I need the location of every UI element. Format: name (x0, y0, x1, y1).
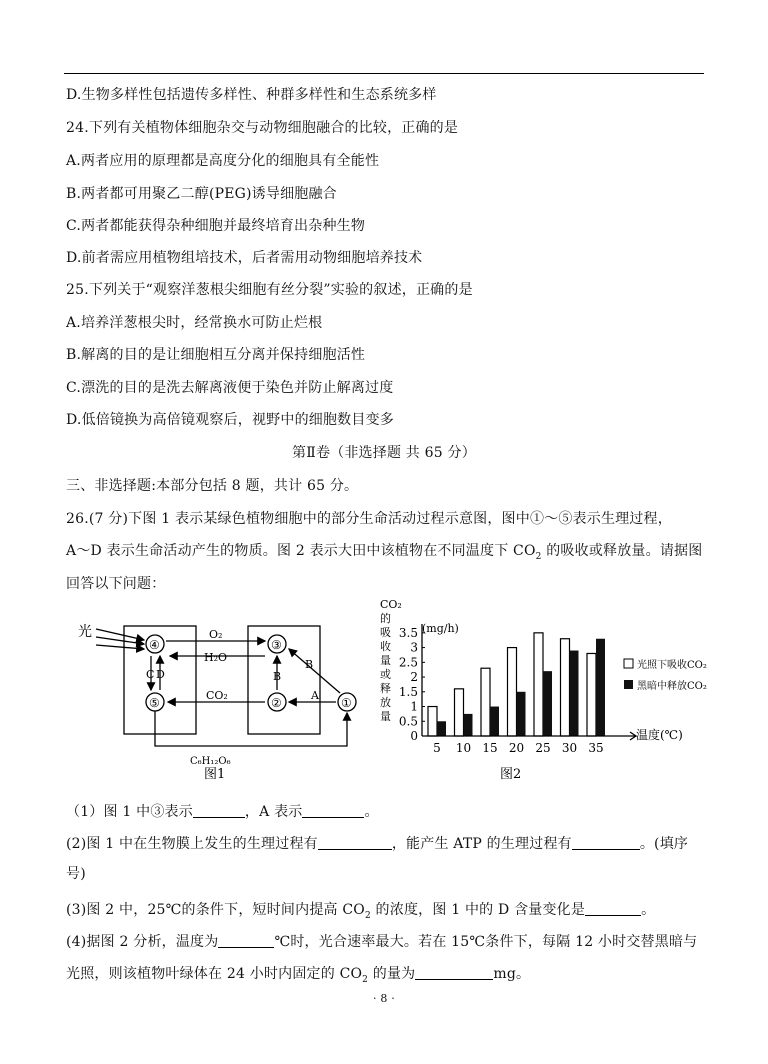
header-rule (64, 73, 704, 74)
y-tick-label: 0 (410, 729, 418, 743)
bar-light-20 (508, 648, 517, 736)
bar-light-25 (534, 633, 543, 736)
question-26-line1: 26.(7 分)下图 1 表示某绿色植物细胞中的部分生命活动过程示意图，图中①～⑤表示生理过程， (66, 511, 672, 527)
x-tick-label: 25 (535, 741, 551, 755)
bar-light-15 (481, 668, 490, 736)
legend-swatch-dark (624, 680, 633, 689)
legend-swatch-light (624, 659, 633, 668)
figure-2-chart (374, 596, 744, 786)
answer-blank-2b[interactable] (572, 835, 640, 850)
x-tick-label: 30 (561, 741, 578, 755)
node-3: ③ (271, 638, 282, 652)
bar-dark-15 (490, 707, 499, 736)
figure-1-diagram (74, 606, 374, 782)
option-b-q24: B.两者都可用聚乙二醇(PEG)诱导细胞融合 (66, 186, 337, 202)
bar-dark-20 (517, 692, 526, 736)
bar-light-35 (587, 653, 596, 736)
y-title-char: 量 (380, 654, 391, 667)
co2-label: CO₂ (206, 689, 228, 702)
bar-dark-5 (437, 721, 446, 736)
y-tick-label: 1.5 (398, 684, 418, 699)
c-label: C (146, 668, 155, 681)
y-title-char: 量 (380, 710, 391, 723)
y-title-char: 放 (380, 696, 391, 709)
y-title-char: 释 (380, 682, 391, 695)
question-26-line3: 回答以下问题： (66, 576, 166, 592)
answer-blank-1b[interactable] (302, 803, 364, 818)
figure-1-caption: 图1 (204, 767, 226, 782)
y-title-char: 吸 (380, 626, 391, 639)
y-tick-label: 0.5 (398, 714, 418, 729)
o2-label: O₂ (209, 628, 223, 641)
subquestion-4-cont: 光照，则该植物叶绿体在 24 小时内固定的 $CO_2$ 的量为 mg。 (66, 966, 531, 985)
light-label: 光 (78, 624, 92, 640)
node-4: ④ (149, 638, 160, 652)
option-d-q24: D.前者需应用植物组培技术，后者需用动物细胞培养技术 (66, 250, 423, 266)
y-title-char: 收 (380, 640, 391, 653)
x-axis-arrow (609, 732, 636, 740)
question-25: 25.下列关于“观察洋葱根尖细胞有丝分裂”实验的叙述，正确的是 (66, 282, 473, 298)
subquestion-2: (2)图 1 中在生物膜上发生的生理过程有 ，能产生 ATP 的生理过程有 。(填序 (66, 836, 689, 852)
option-a-q25: A.培养洋葱根尖时，经常换水可防止烂根 (66, 315, 323, 331)
subquestion-3: (3)图 2 中，25℃的条件下，短时间内提高 $CO_2$ 的浓度，图 1 中的 D 含量变化是 。 (66, 902, 656, 921)
figure-2-caption: 图2 (500, 767, 522, 782)
bar-light-30 (561, 639, 570, 736)
answer-blank-2a[interactable] (318, 835, 392, 850)
y-tick-label: 2 (410, 670, 418, 685)
a-label: A (311, 689, 319, 702)
legend-light-label: 光照下吸收CO₂ (637, 660, 707, 671)
option-c-q25: C.漂洗的目的是洗去解离液便于染色并防止解离过度 (66, 380, 394, 396)
x-tick-label: 35 (588, 741, 604, 755)
option-a-q24: A.两者应用的原理都是高度分化的细胞具有全能性 (66, 153, 380, 169)
answer-blank-1a[interactable] (193, 803, 245, 818)
bar-dark-30 (570, 651, 579, 736)
node-2: ② (271, 696, 282, 710)
node-1: ① (341, 696, 352, 710)
x-tick-label: 10 (455, 741, 472, 755)
bar-light-10 (455, 689, 464, 736)
x-tick-label: 20 (508, 741, 525, 755)
answer-blank-3[interactable] (585, 901, 641, 916)
option-d-q25: D.低倍镜换为高倍镜观察后，视野中的细胞数目变多 (66, 412, 394, 428)
y-title-char: 或 (380, 668, 391, 681)
y-tick-label: 3.5 (398, 625, 418, 640)
x-axis-title: 温度(℃) (636, 728, 683, 742)
subquestion-2-cont: 号) (66, 866, 86, 882)
b-label-left: B (273, 670, 282, 683)
option-d-q23: D.生物多样性包括遗传多样性、种群多样性和生态系统多样 (66, 87, 437, 103)
bar-dark-35 (596, 639, 605, 736)
answer-blank-4a[interactable] (218, 933, 274, 948)
h2o-label: H₂O (204, 651, 228, 664)
section-title: 第Ⅱ卷（非选择题 共 65 分） (292, 445, 476, 461)
x-tick-label: 15 (482, 741, 498, 755)
y-title-char: 的 (380, 612, 391, 625)
option-b-q25: B.解离的目的是让细胞相互分离并保持细胞活性 (66, 347, 366, 363)
b-label-right: B (305, 658, 314, 671)
glucose-label: C₆H₁₂O₆ (190, 756, 231, 767)
option-c-q24: C.两者都能获得杂种细胞并最终培育出杂种生物 (66, 218, 366, 234)
section-intro: 三、非选择题:本部分包括 8 题，共计 65 分。 (66, 478, 359, 494)
bar-dark-10 (464, 714, 473, 736)
subquestion-4: (4)据图 2 分析，温度为 ℃时，光合速率最大。若在 15℃条件下，每隔 12 小时交替黑暗与 (66, 934, 698, 950)
page-number: · 8 · (373, 992, 395, 1005)
answer-blank-4b[interactable] (415, 965, 493, 980)
node-5: ⑤ (149, 696, 160, 710)
question-26-line2: A～D 表示生命活动产生的物质。图 2 表示大田中该植物在不同温度下 $CO_2$ 的吸收或释放量。请据图 (66, 543, 703, 562)
y-tick-label: 1 (410, 699, 418, 714)
y-tick-label: 2.5 (398, 655, 418, 670)
bar-dark-25 (543, 671, 552, 736)
y-unit-label: (mg/h) (422, 622, 459, 635)
bar-light-5 (428, 707, 437, 736)
d-label: D (156, 668, 165, 681)
legend-dark-label: 黑暗中释放CO₂ (637, 681, 707, 692)
y-tick-label: 3 (410, 640, 418, 655)
mitochondrion-box (248, 626, 320, 734)
y-title-char: CO₂ (380, 598, 402, 611)
question-24: 24.下列有关植物体细胞杂交与动物细胞融合的比较，正确的是 (66, 120, 459, 136)
x-tick-label: 5 (433, 741, 441, 755)
subquestion-1: （1）图 1 中③表示 ，A 表示 。 (66, 804, 379, 820)
